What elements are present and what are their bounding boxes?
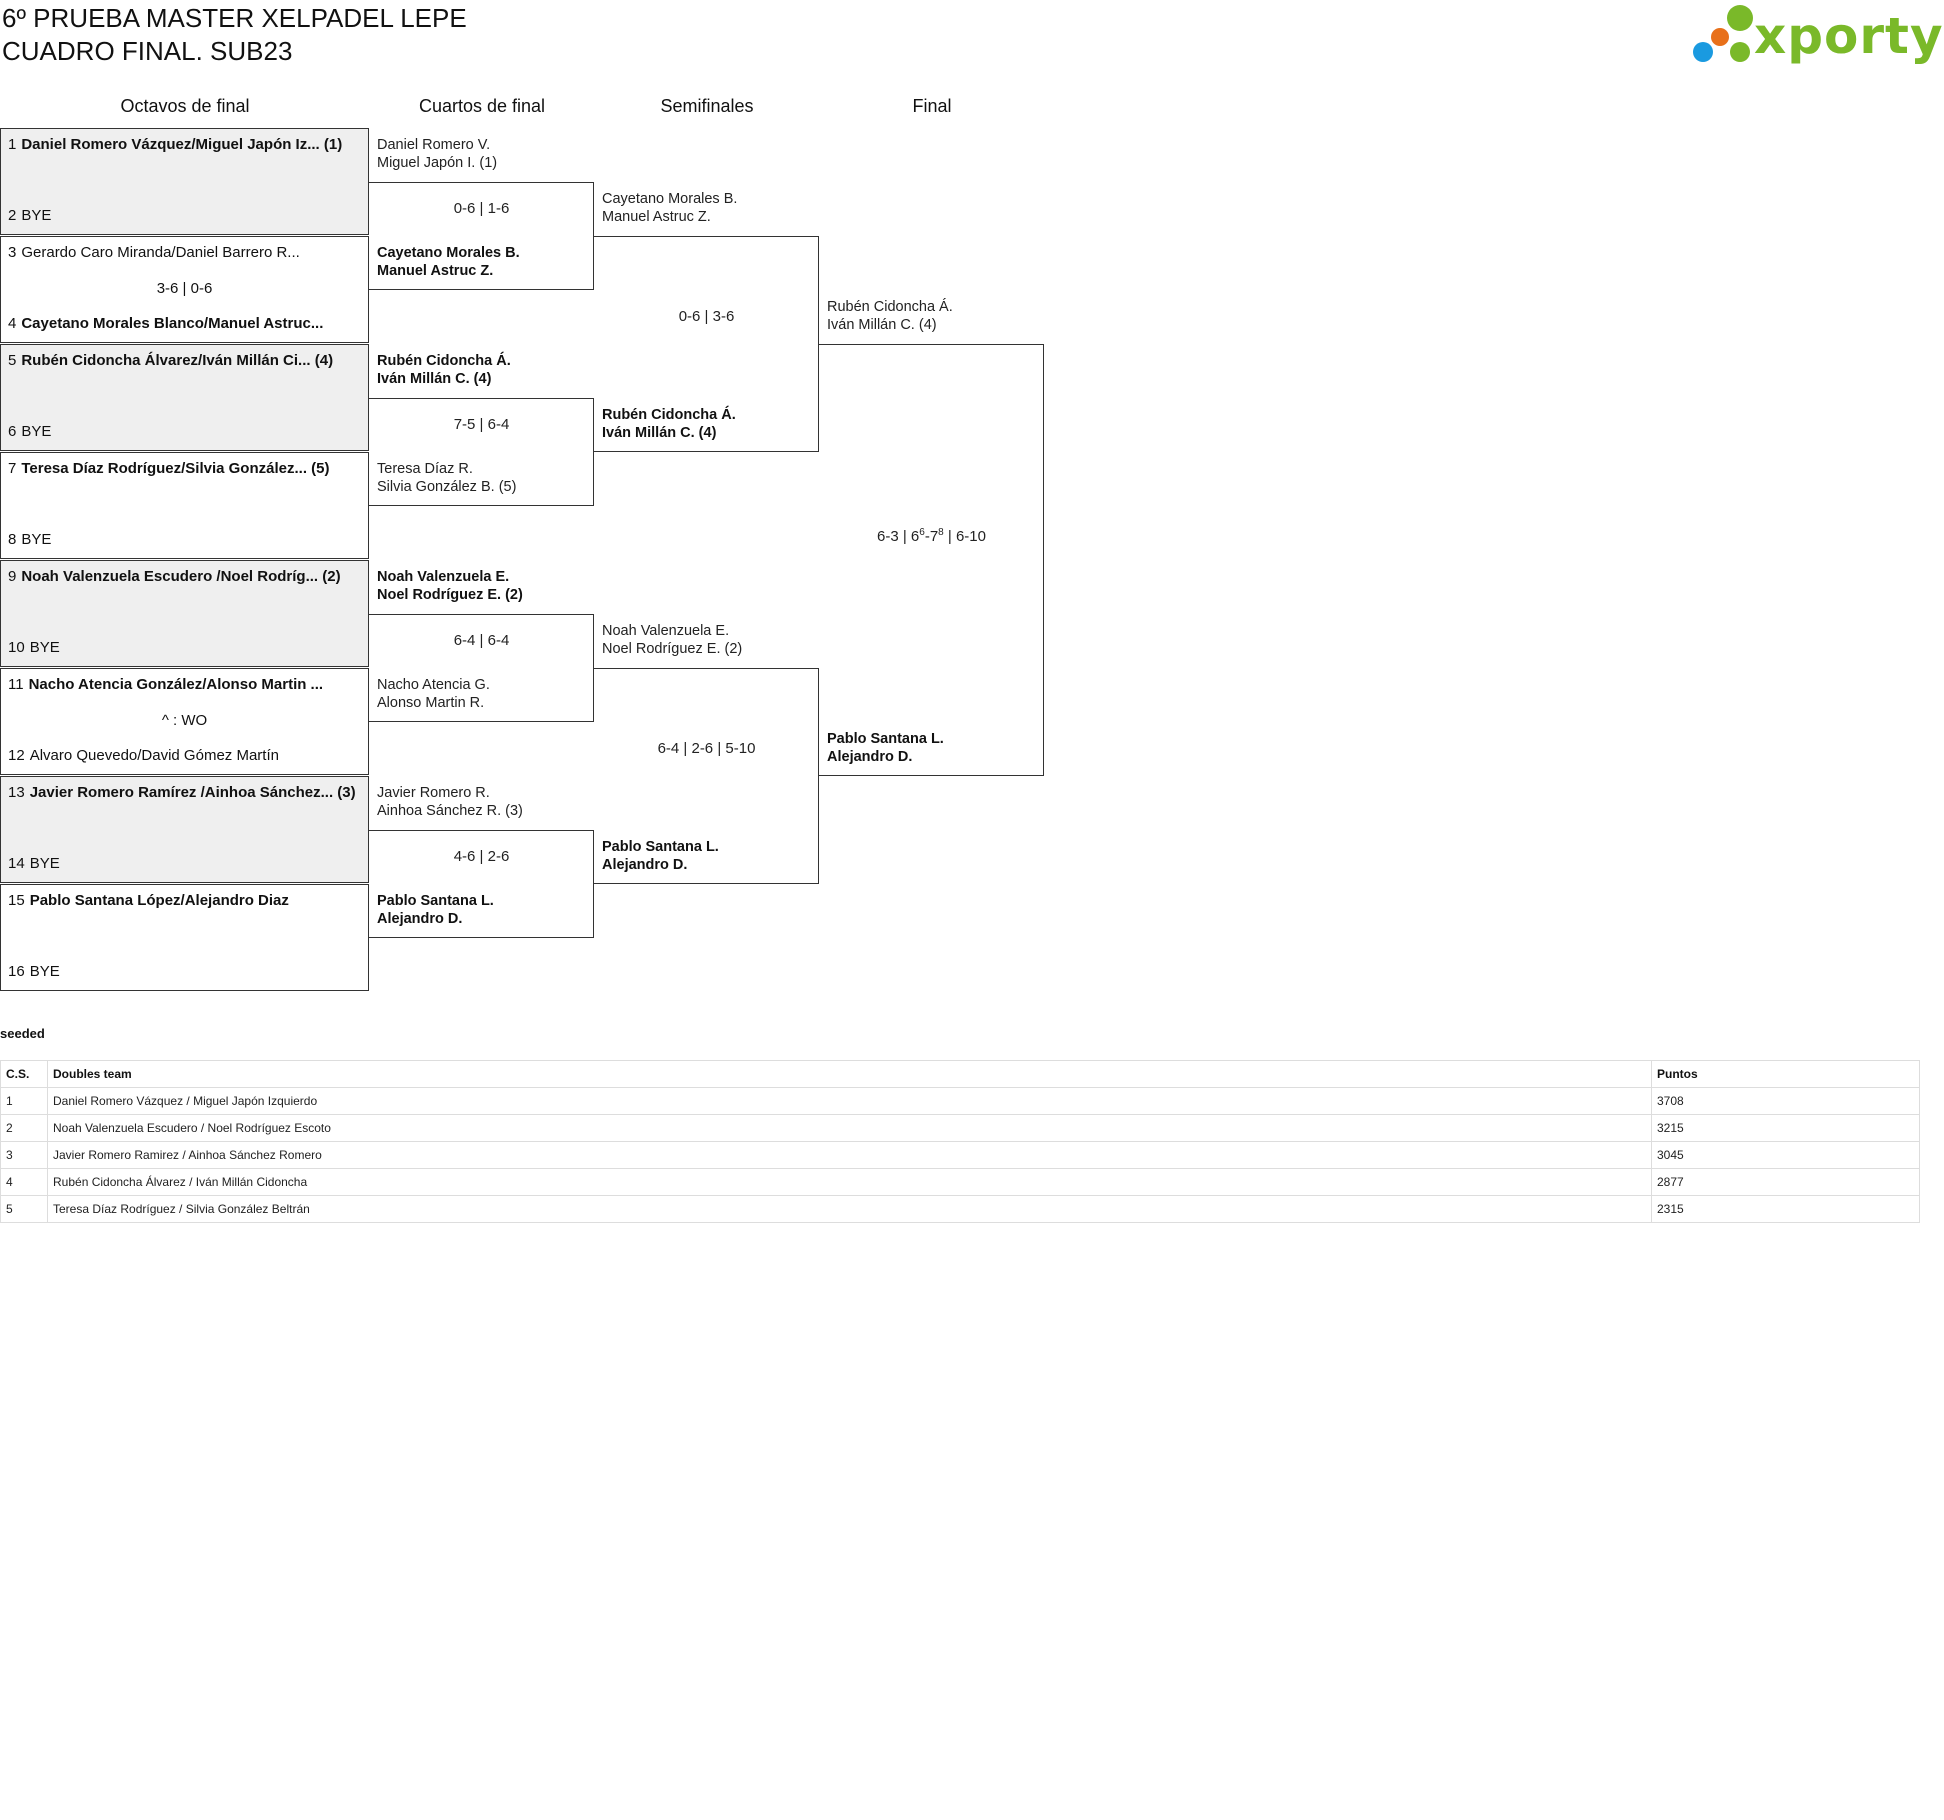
round-header-octavos: Octavos de final: [120, 96, 250, 116]
team-name: BYE: [29, 855, 60, 872]
octavos-match-1[interactable]: 1 Daniel Romero Vázquez/Miguel Japón Iz... (1) 2 BYE: [0, 128, 369, 235]
table-row: 3 Javier Romero Ramirez / Ainhoa Sánchez Romero 3045: [1, 1142, 1920, 1169]
team-name: Rubén Cidoncha Á. Iván Millán C. (4): [377, 353, 511, 387]
round-header-cuartos: Cuartos de final: [418, 96, 546, 116]
team-name: Daniel Romero Vázquez/Miguel Japón Iz... (1): [21, 136, 343, 153]
team-name: Javier Romero Ramírez /Ainhoa Sánchez... (3): [29, 784, 356, 801]
team-name: Javier Romero R. Ainhoa Sánchez R. (3): [377, 785, 523, 819]
team-name: Noah Valenzuela E. Noel Rodríguez E. (2): [377, 569, 523, 603]
column-header: C.S.: [1, 1061, 48, 1088]
team-name: BYE: [29, 639, 60, 656]
xporty-logo-icon: [1690, 4, 1754, 68]
round-header-final: Final: [912, 96, 952, 116]
octavos-match-3[interactable]: 5 Rubén Cidoncha Álvarez/Iván Millán Ci... (4) 6 BYE: [0, 344, 369, 451]
octavos-match-2[interactable]: 3 Gerardo Caro Miranda/Daniel Barrero R... 3-6 | 0-6 4 Cayetano Morales Blanco/Manuel Astruc...: [0, 236, 369, 343]
octavos-match-4[interactable]: 7 Teresa Díaz Rodríguez/Silvia González... (5) 8 BYE: [0, 452, 369, 559]
team-name: Noah Valenzuela Escudero /Noel Rodríg... (2): [21, 568, 341, 585]
team-name: Cayetano Morales B. Manuel Astruc Z.: [602, 191, 738, 225]
team-name: BYE: [21, 423, 52, 440]
team-name: Pablo Santana López/Alejandro Diaz: [29, 892, 289, 909]
team-name: Alvaro Quevedo/David Gómez Martín: [29, 747, 279, 764]
team-name: Pablo Santana L. Alejandro D.: [377, 893, 494, 927]
octavos-match-5[interactable]: 9 Noah Valenzuela Escudero /Noel Rodríg... (2) 10 BYE: [0, 560, 369, 667]
seeded-table: [0, 1060, 1920, 1223]
team-name: Rubén Cidoncha Á. Iván Millán C. (4): [602, 407, 736, 441]
team-name: Teresa Díaz Rodríguez/Silvia González... (5): [21, 460, 330, 477]
team-name: Noah Valenzuela E. Noel Rodríguez E. (2): [602, 623, 743, 657]
match-score: 7-5 | 6-4: [453, 416, 510, 433]
match-score: 0-6 | 1-6: [453, 200, 510, 217]
team-name: Nacho Atencia G. Alonso Martin R.: [377, 677, 490, 711]
round-header-semis: Semifinales: [660, 96, 754, 116]
team-name: Pablo Santana L. Alejandro D.: [602, 839, 719, 873]
match-score: 6-4 | 6-4: [453, 632, 510, 649]
team-name: Daniel Romero V. Miguel Japón I. (1): [377, 137, 498, 171]
seeded-label: seeded: [0, 1026, 45, 1041]
octavos-match-8[interactable]: 15 Pablo Santana López/Alejandro Diaz 16 BYE: [0, 884, 369, 991]
team-name: Cayetano Morales Blanco/Manuel Astruc...: [21, 315, 324, 332]
table-row: 5 Teresa Díaz Rodríguez / Silvia González Beltrán 2315: [1, 1196, 1920, 1223]
match-score: 4-6 | 2-6: [453, 848, 510, 865]
table-row: 4 Rubén Cidoncha Álvarez / Iván Millán Cidoncha 2877: [1, 1169, 1920, 1196]
octavos-match-6[interactable]: 11 Nacho Atencia González/Alonso Martin ... ^ : WO 12 Alvaro Quevedo/David Gómez Martín: [0, 668, 369, 775]
column-header: Puntos: [1652, 1061, 1920, 1088]
match-result: 3-6 | 0-6: [156, 280, 213, 297]
team-name: Gerardo Caro Miranda/Daniel Barrero R...: [21, 244, 300, 261]
page-title: 6º PRUEBA MASTER XELPADEL LEPE: [2, 3, 467, 33]
team-name: BYE: [21, 207, 52, 224]
match-score: 0-6 | 3-6: [678, 308, 735, 325]
team-name: Teresa Díaz R. Silvia González B. (5): [377, 461, 517, 495]
table-row: 2 Noah Valenzuela Escudero / Noel Rodríguez Escoto 3215: [1, 1115, 1920, 1142]
match-score: 6-3 | $6^6-7^8$ | 6-10: [877, 527, 986, 545]
page-subtitle: CUADRO FINAL. SUB23: [2, 36, 293, 66]
team-name: BYE: [21, 531, 52, 548]
final-match[interactable]: [819, 344, 1044, 776]
table-row: 1 Daniel Romero Vázquez / Miguel Japón Izquierdo 3708: [1, 1088, 1920, 1115]
team-name: Rubén Cidoncha Álvarez/Iván Millán Ci... (4): [21, 352, 334, 369]
xporty-logo[interactable]: xporty: [1754, 7, 1944, 65]
team-name: BYE: [29, 963, 60, 980]
match-result: ^ : WO: [161, 712, 208, 729]
team-name: Nacho Atencia González/Alonso Martin ...: [28, 676, 324, 693]
match-score: 6-4 | 2-6 | 5-10: [657, 740, 756, 757]
team-name: Cayetano Morales B. Manuel Astruc Z.: [377, 245, 520, 279]
team-name: Pablo Santana L. Alejandro D.: [827, 731, 944, 765]
column-header: Doubles team: [48, 1061, 1652, 1088]
team-name: Rubén Cidoncha Á. Iván Millán C. (4): [827, 299, 953, 333]
octavos-match-7[interactable]: 13 Javier Romero Ramírez /Ainhoa Sánchez... (3) 14 BYE: [0, 776, 369, 883]
